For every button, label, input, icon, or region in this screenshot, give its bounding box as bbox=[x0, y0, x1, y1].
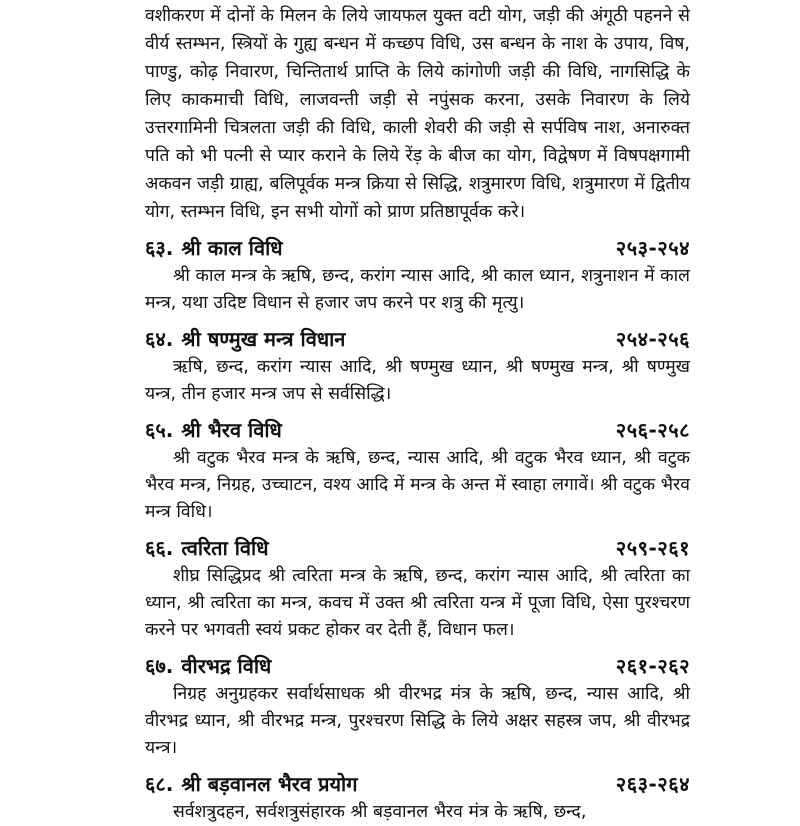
entry-number: ६७. bbox=[145, 654, 174, 678]
entry-number: ६३. bbox=[145, 236, 174, 260]
entry-description: श्री वटुक भैरव मन्त्र के ऋषि, छन्द, न्यास आदि, श्री वटुक भैरव ध्यान, श्री वटुक भैरव मन्त्र, निग्रह, उच्चाटन, वश्य आदि में मन्त्र के अन्त में स्वाहा लगावें। श्री वटुक भैरव मन्त्र विधि। bbox=[145, 448, 690, 522]
entry-heading bbox=[145, 324, 690, 354]
entry-title: श्री काल विधि bbox=[181, 236, 283, 260]
entry-heading bbox=[145, 651, 690, 681]
toc-entry bbox=[145, 651, 690, 762]
entry-page-range: २५३-२५४ bbox=[615, 236, 690, 260]
entry-title: श्री षण्मुख मन्त्र विधान bbox=[181, 327, 346, 351]
toc-entry bbox=[145, 769, 690, 826]
toc-entry bbox=[145, 233, 690, 317]
toc-entry bbox=[145, 415, 690, 526]
entry-page-range: २५९-२६१ bbox=[615, 536, 690, 560]
toc-entry bbox=[145, 533, 690, 644]
entry-page-range: २५४-२५६ bbox=[615, 327, 690, 351]
entry-number: ६४. bbox=[145, 327, 174, 351]
entry-title: त्वरिता विधि bbox=[181, 536, 269, 560]
entry-heading bbox=[145, 769, 690, 799]
entry-heading bbox=[145, 533, 690, 563]
toc-entry bbox=[145, 324, 690, 408]
document-page bbox=[0, 2, 800, 822]
entry-page-range: २६३-२६४ bbox=[615, 772, 690, 796]
entry-title: श्री भैरव विधि bbox=[181, 418, 282, 442]
entry-heading bbox=[145, 415, 690, 445]
intro-text: वशीकरण में दोनों के मिलन के लिये जायफल युक्त वटी योग, जड़ी की अंगूठी पहनने से वीर्य स्तम्भन, स्त्रियों के गुह्य बन्धन में कच्छप विधि, उस बन्धन के नाश के उपाय, विष, पाण्डु, कोढ़ निवारण, चिन्तितार्थ प्राप्ति के लिये कांगोणी जड़ी की विधि, नागसिद्धि के लिए काकमाची विधि, लाजवन्ती जड़ी से नपुंसक करना, उसके निवारण के लिये उत्तरगामिनी चित्रलता जड़ी की विधि, काली शेवरी की जड़ी से सर्पविष नाश, अनारुक्त पति को भी पत्नी से प्यार कराने के लिये रेंड़ के बीज का योग, विद्वेषण में विषपक्षगामी अकवन जड़ी ग्राह्य, बलिपूर्वक मन्त्र क्रिया से सिद्धि, शत्रुमारण विधि, शत्रुमारण में द्वितीय योग, स्तम्भन विधि, इन सभी योगों को प्राण प्रतिष्ठापूर्वक करे। bbox=[145, 6, 690, 222]
entry-description: श्री काल मन्त्र के ऋषि, छन्द, करांग न्यास आदि, श्री काल ध्यान, शत्रुनाशन में काल मन्त्र, यथा उदिष्ट विधान से हजार जप करने पर शत्रु की मृत्यु। bbox=[145, 266, 690, 313]
entry-description: शीघ्र सिद्धिप्रद श्री त्वरिता मन्त्र के ऋषि, छन्द, करांग न्यास आदि, श्री त्वरिता का ध्यान, श्री त्वरिता का मन्त्र, कवच में उक्त श्री त्वरिता यन्त्र में पूजा विधि, ऐसा पुरश्चरण करने पर भगवती स्वयं प्रकट होकर वर देती हैं, विधान फल। bbox=[145, 566, 690, 640]
entry-page-range: २५६-२५८ bbox=[615, 418, 690, 442]
entry-page-range: २६१-२६२ bbox=[615, 654, 690, 678]
entry-description: निग्रह अनुग्रहकर सर्वार्थसाधक श्री वीरभद्र मंत्र के ऋषि, छन्द, न्यास आदि, श्री वीरभद्र ध्यान, श्री वीरभद्र मन्त्र, पुरश्चरण सिद्धि के लिये अक्षर सहस्त्र जप, श्री वीरभद्र यन्त्र। bbox=[145, 684, 690, 758]
entry-number: ६६. bbox=[145, 536, 174, 560]
entry-title: श्री बड़वानल भैरव प्रयोग bbox=[181, 772, 358, 796]
entry-description: सर्वशत्रुदहन, सर्वशत्रुसंहारक श्री बड़वानल भैरव मंत्र के ऋषि, छन्द, bbox=[173, 802, 587, 822]
entry-heading bbox=[145, 233, 690, 263]
entry-number: ६५. bbox=[145, 418, 174, 442]
entry-number: ६८. bbox=[145, 772, 174, 796]
intro-paragraph bbox=[145, 2, 690, 226]
entry-title: वीरभद्र विधि bbox=[181, 654, 272, 678]
entry-description: ऋषि, छन्द, करांग न्यास आदि, श्री षण्मुख ध्यान, श्री षण्मुख मन्त्र, श्री षण्मुख यन्त्र, तीन हजार मन्त्र जप से सर्वसिद्धि। bbox=[145, 357, 690, 404]
